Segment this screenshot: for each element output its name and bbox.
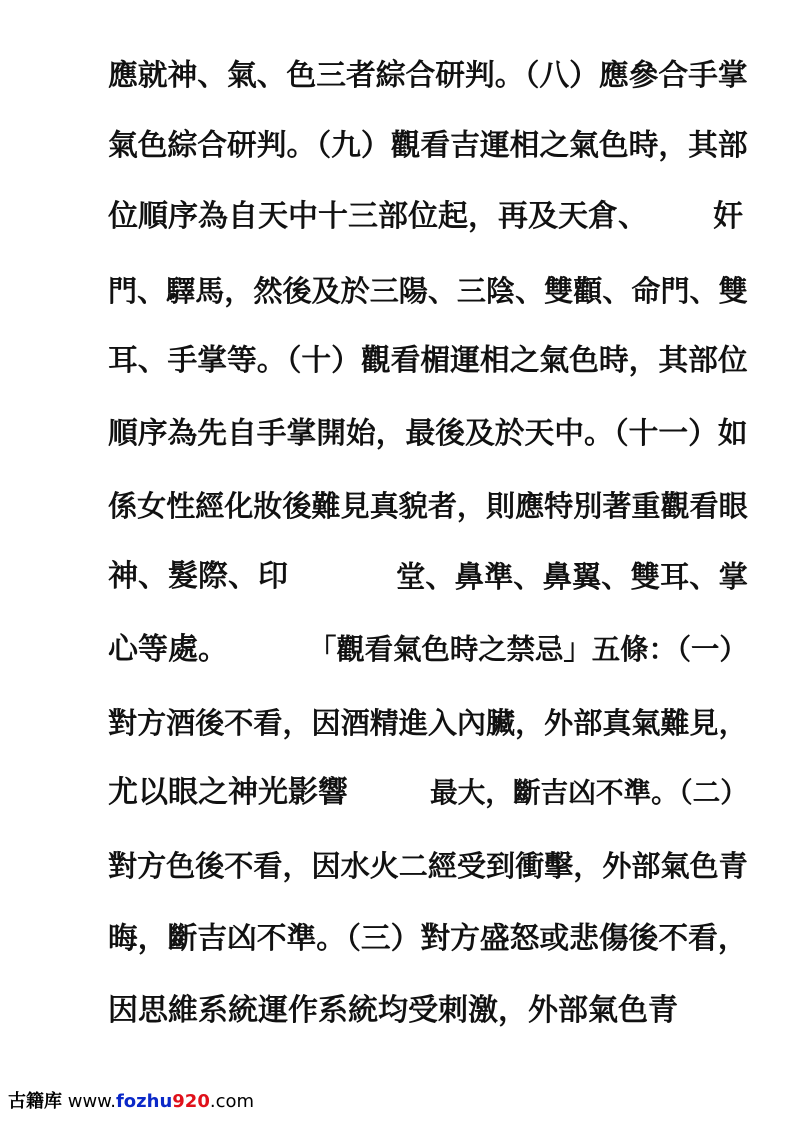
text-segment: 最大，斷吉凶不準。（二） <box>430 776 748 809</box>
text-line-8 <box>108 557 748 597</box>
text-line-11 <box>108 773 748 813</box>
footer-watermark <box>8 1090 254 1114</box>
section-heading: 「觀看氣色時之禁忌」五條：（一） <box>308 633 748 666</box>
site-url-number: 920 <box>172 1091 210 1112</box>
text-segment: 位順序為自天中十三部位起，再及天倉、 <box>108 199 648 234</box>
text-segment: 晦，斷吉凶不準。（三）對方盛怒或悲傷後不看， <box>108 921 748 956</box>
text-segment: 門、驛馬，然後及於三陽、三陰、雙顴、命門、雙 <box>108 274 748 308</box>
text-line-7 <box>108 486 748 526</box>
text-line-14 <box>108 991 748 1031</box>
text-line-6 <box>108 414 748 454</box>
text-segment: 神、髮際、印 <box>108 559 288 594</box>
text-line-9 <box>108 630 748 670</box>
text-segment: 耳、手掌等。（十）觀看楣運相之氣色時，其部位 <box>108 343 748 378</box>
text-line-10 <box>108 703 748 743</box>
text-segment: 氣色綜合研判。（九）觀看吉運相之氣色時，其部 <box>108 128 748 163</box>
text-segment: 應就神、氣、色三者綜合研判。（八）應參合手掌 <box>108 58 748 93</box>
text-line-4 <box>108 271 748 311</box>
text-line-3 <box>108 197 748 237</box>
site-url-tld: .com <box>209 1091 255 1112</box>
text-line-1 <box>108 56 748 96</box>
text-segment: 因思維系統運作系統均受刺激，外部氣色青 <box>108 993 678 1028</box>
text-segment: 係女性經化妝後難見真貌者，則應特別著重觀看眼 <box>108 489 748 523</box>
text-segment: 對方色後不看，因水火二經受到衝擊，外部氣色青 <box>108 849 748 883</box>
text-line-13 <box>108 919 748 959</box>
text-segment: 心等處。 <box>108 632 228 667</box>
text-segment: 順序為先自手掌開始，最後及於天中。（十一）如 <box>108 416 748 451</box>
site-url-domain: fozhu <box>115 1091 173 1112</box>
text-line-2 <box>108 126 748 166</box>
text-segment: 奸 <box>713 199 743 234</box>
site-url-prefix: www. <box>67 1091 116 1112</box>
text-line-12 <box>108 846 748 886</box>
text-line-5 <box>108 341 748 381</box>
text-segment: 堂、鼻準、鼻翼、雙耳、掌 <box>396 560 748 594</box>
site-name: 古籍库 <box>8 1091 62 1112</box>
text-segment: 尤以眼之神光影響 <box>108 775 348 810</box>
text-segment: 對方酒後不看，因酒精進入內臟，外部真氣難見， <box>108 706 748 740</box>
